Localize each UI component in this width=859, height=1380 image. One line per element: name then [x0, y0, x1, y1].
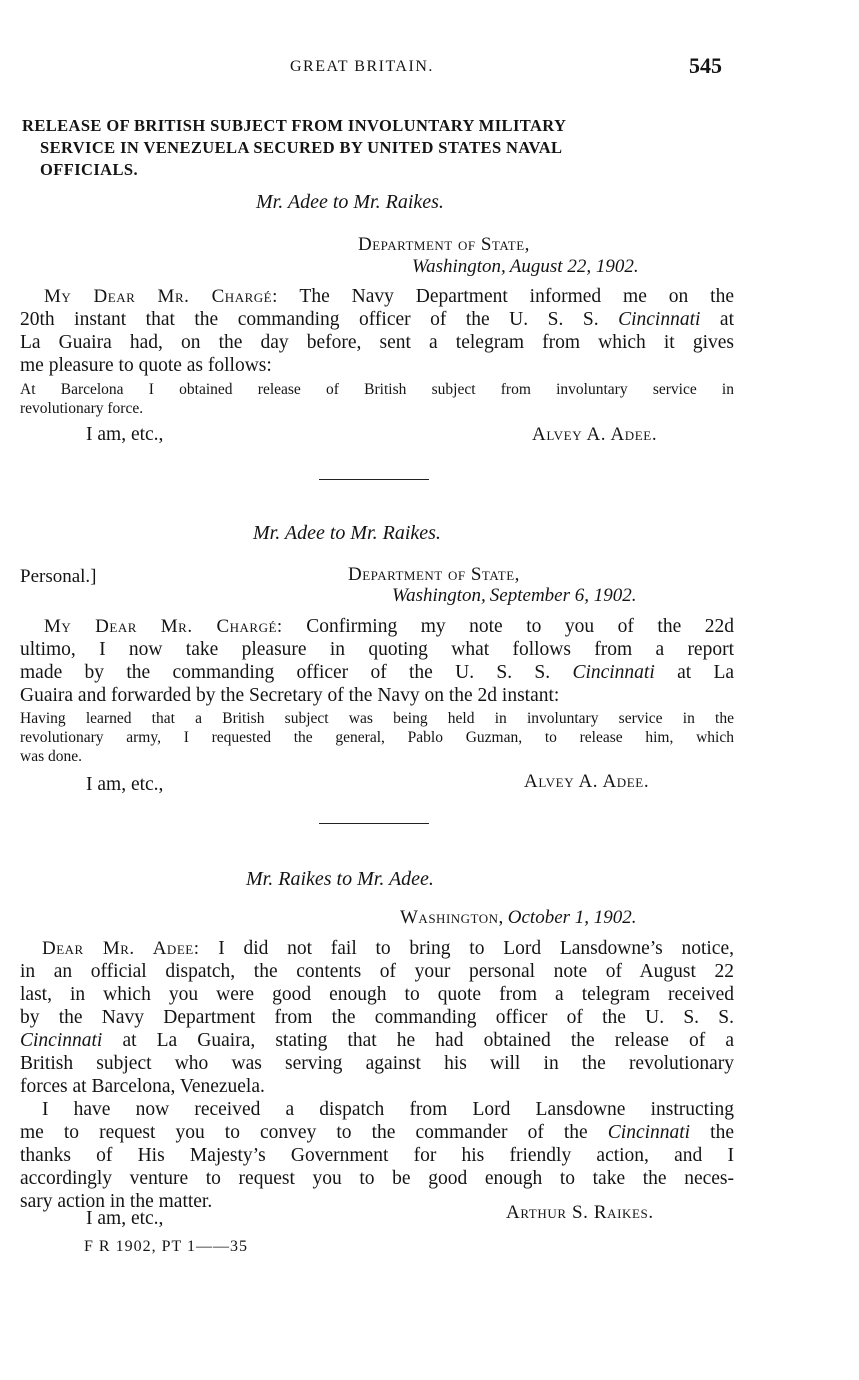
- running-head: GREAT BRITAIN.: [290, 58, 434, 75]
- body-line: me pleasure to quote as follows:: [20, 355, 272, 376]
- letter-body: [20, 937, 734, 1213]
- letter-department: Department of State,: [358, 234, 530, 255]
- body-line: in an official dispatch, the contents of your personal note of August 22: [20, 961, 734, 982]
- dateline-place: Washington,: [400, 907, 504, 928]
- salutation: My Dear Mr. Chargé:: [44, 286, 278, 307]
- letter-caption: Mr. Raikes to Mr. Adee.: [246, 868, 434, 890]
- body-line: sary action in the matter.: [20, 1191, 213, 1212]
- body-line: I have now received a dispatch from Lord Lansdowne instructing: [42, 1099, 734, 1120]
- quote-line: At Barcelona I obtained release of British subject from involuntary service in: [20, 381, 734, 398]
- body-line: Guaira and forwarded by the Secretary of the Navy on the 2d instant:: [20, 685, 560, 706]
- closing: I am, etc.,: [86, 424, 164, 445]
- body-text: the: [690, 1122, 734, 1143]
- body-text: I did not fail to bring to Lord Lansdowne’s notice,: [199, 938, 734, 959]
- body-text: 20th instant that the commanding officer of the U. S. S.: [20, 309, 599, 330]
- letter-dateline: [412, 256, 639, 278]
- body-text: at La: [654, 662, 735, 683]
- quoted-telegram: [20, 380, 734, 418]
- dateline-date: September 6, 1902.: [489, 585, 637, 606]
- salutation: My Dear Mr. Chargé:: [44, 616, 283, 637]
- letter-body: [20, 285, 734, 377]
- letter-caption: Mr. Adee to Mr. Raikes.: [253, 522, 441, 544]
- salutation: Dear Mr. Adee:: [42, 938, 200, 959]
- body-line: ultimo, I now take pleasure in quoting what follows from a report: [20, 639, 734, 660]
- ship-name: Cincinnati: [20, 1030, 103, 1051]
- body-line: [20, 661, 734, 684]
- letter-caption: Mr. Adee to Mr. Raikes.: [256, 191, 444, 213]
- quote-line: Having learned that a British subject was being held in involuntary service in the: [20, 710, 734, 727]
- body-line: [20, 1029, 734, 1052]
- body-text: me to request you to convey to the commander of the: [20, 1122, 588, 1143]
- quote-line: was done.: [20, 748, 82, 765]
- body-text: made by the commanding officer of the U. S. S.: [20, 662, 551, 683]
- personal-marker: Personal.]: [20, 566, 97, 587]
- quoted-report: [20, 709, 734, 766]
- body-line: [20, 937, 734, 960]
- letter-body: [20, 615, 734, 707]
- ship-name: Cincinnati: [618, 309, 701, 330]
- dateline-place: Washington,: [412, 256, 506, 277]
- signature: Alvey A. Adee.: [532, 424, 658, 445]
- body-line: forces at Barcelona, Venezuela.: [20, 1076, 265, 1097]
- closing: I am, etc.,: [86, 774, 164, 795]
- dateline-date: August 22, 1902.: [509, 256, 639, 277]
- body-line: last, in which you were good enough to quote from a telegram received: [20, 984, 734, 1005]
- section-title: [22, 115, 742, 181]
- body-line: by the Navy Department from the commanding officer of the U. S. S.: [20, 1007, 734, 1028]
- quote-line: revolutionary force.: [20, 400, 144, 417]
- body-text: Confirming my note to you of the 22d: [282, 616, 734, 637]
- section-title-line: SERVICE IN VENEZUELA SECURED BY UNITED STATES NAVAL: [40, 138, 563, 157]
- body-line: accordingly venture to request you to be good enough to take the neces-: [20, 1168, 734, 1189]
- closing: I am, etc.,: [86, 1208, 164, 1229]
- body-text: The Navy Department informed me on the: [277, 286, 734, 307]
- section-title-line: OFFICIALS.: [40, 160, 138, 179]
- body-line: La Guaira had, on the day before, sent a telegram from which it gives: [20, 332, 734, 353]
- body-line: thanks of His Majesty’s Government for his friendly action, and I: [20, 1145, 734, 1166]
- section-divider: [319, 823, 429, 824]
- letter-department: Department of State,: [348, 564, 520, 585]
- dateline-date: October 1, 1902.: [507, 907, 637, 928]
- dateline-place: Washington,: [392, 585, 486, 606]
- body-line: [20, 615, 734, 638]
- page-number: 545: [689, 53, 722, 78]
- body-line: [20, 308, 734, 331]
- ship-name: Cincinnati: [572, 662, 655, 683]
- body-text: at La Guaira, stating that he had obtained the release of a: [102, 1030, 734, 1051]
- body-line: British subject who was serving against his will in the revolutionary: [20, 1053, 734, 1074]
- section-title-line: RELEASE OF BRITISH SUBJECT FROM INVOLUNTARY MILITARY: [22, 116, 567, 135]
- quote-line: revolutionary army, I requested the general, Pablo Guzman, to release him, which: [20, 729, 734, 746]
- body-line: [20, 285, 734, 308]
- letter-dateline: [392, 585, 637, 607]
- body-text: at: [700, 309, 734, 330]
- signature: Alvey A. Adee.: [524, 771, 650, 792]
- ship-name: Cincinnati: [607, 1122, 691, 1143]
- signature: Arthur S. Raikes.: [506, 1202, 654, 1223]
- printer-signature-mark: F R 1902, PT 1——35: [84, 1238, 248, 1255]
- section-divider: [319, 479, 429, 480]
- letter-dateline: [400, 907, 637, 929]
- body-line: [20, 1121, 734, 1144]
